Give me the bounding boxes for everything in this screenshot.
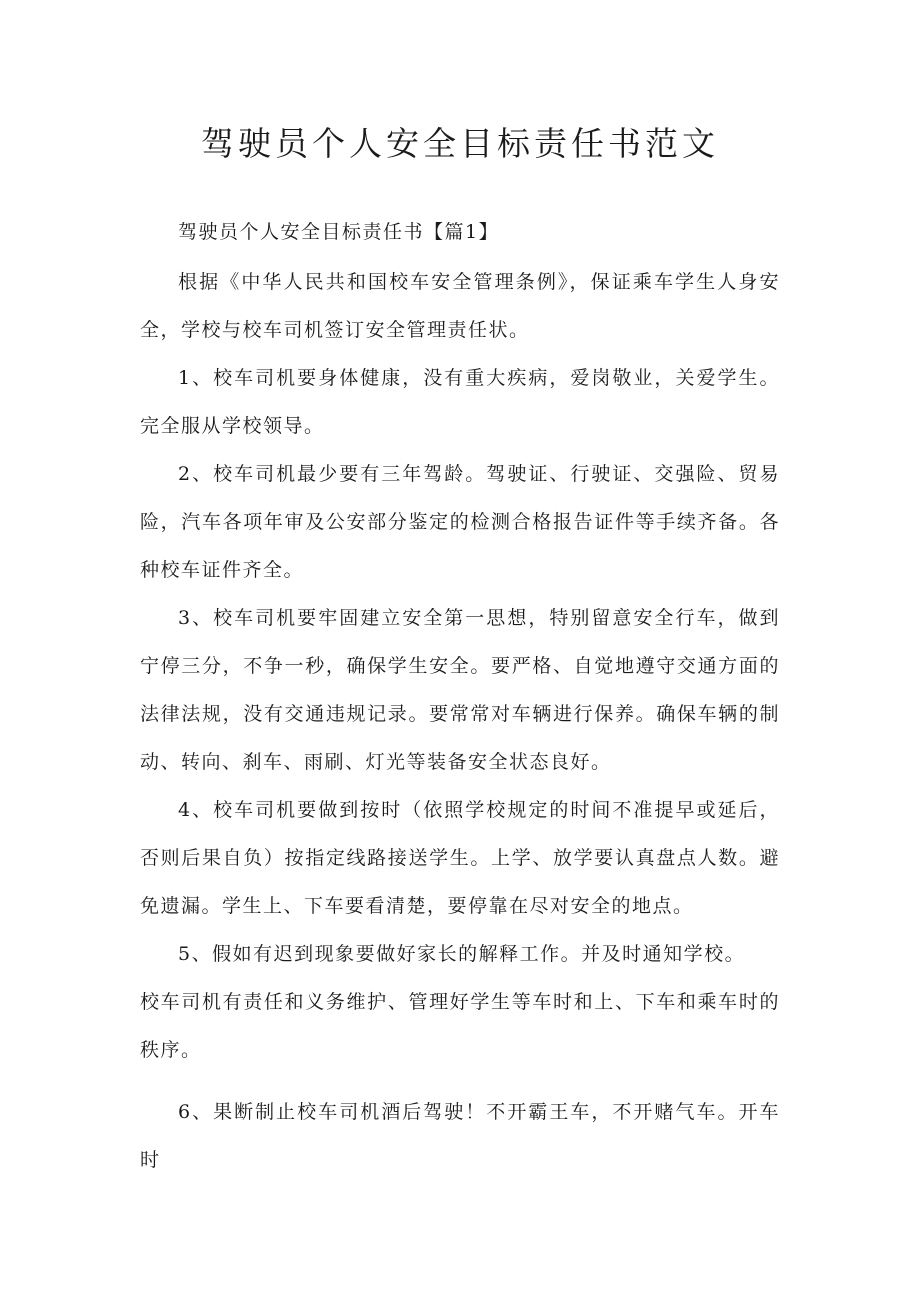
paragraph-item-6: 6、果断制止校车司机酒后驾驶！不开霸王车，不开赌气车。开车时 xyxy=(140,1101,780,1171)
paragraph-item-2: 2、校车司机最少要有三年驾龄。驾驶证、行驶证、交强险、贸易险，汽车各项年审及公安部分鉴定的检测合格报告证件等手续齐备。各种校车证件齐全。 xyxy=(140,463,780,581)
paragraph-item-4: 4、校车司机要做到按时（依照学校规定的时间不准提早或延后，否则后果自负）按指定线路接送学生。上学、放学要认真盘点人数。避免遗漏。学生上、下车要看清楚，要停靠在尽对安全的地点。 xyxy=(140,799,780,917)
paragraph-item-5-continued: 校车司机有责任和义务维护、管理好学生等车时和上、下车和乘车时的秩序。 xyxy=(140,991,780,1061)
section-heading: 驾驶员个人安全目标责任书【篇1】 xyxy=(178,221,500,243)
paragraph-item-3: 3、校车司机要牢固建立安全第一思想，特别留意安全行车，做到宁停三分，不争一秒，确保学生安全。要严格、自觉地遵守交通方面的法律法规，没有交通违规记录。要常常对车辆进行保养。确保车辆的制动、转向、刹车、雨刷、灯光等装备安全状态良好。 xyxy=(140,607,780,773)
document-body xyxy=(140,208,780,1184)
document-title: 驾驶员个人安全目标责任书范文 xyxy=(201,124,719,163)
paragraph-item-5: 5、假如有迟到现象要做好家长的解释工作。并及时通知学校。 xyxy=(178,943,746,965)
paragraph-intro: 根据《中华人民共和国校车安全管理条例》，保证乘车学生人身安全，学校与校车司机签订安全管理责任状。 xyxy=(140,271,780,341)
paragraph-item-1: 1、校车司机要身体健康，没有重大疾病，爱岗敬业，关爱学生。完全服从学校领导。 xyxy=(140,367,780,437)
